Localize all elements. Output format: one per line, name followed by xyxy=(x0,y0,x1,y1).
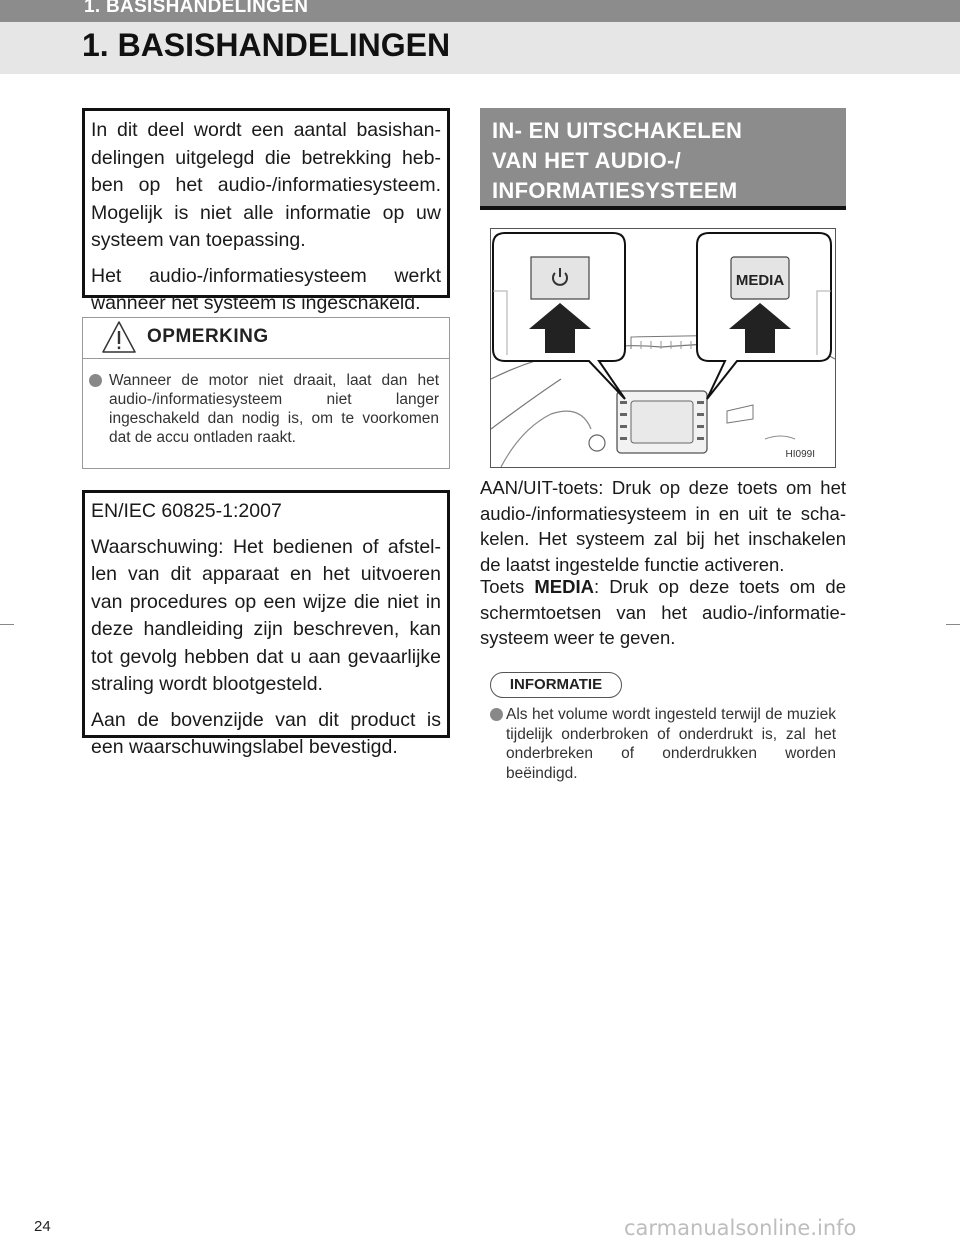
title-band xyxy=(0,22,960,74)
note-title: OPMERKING xyxy=(147,326,269,347)
page-title: 1. BASISHANDELINGEN xyxy=(82,27,451,63)
crop-mark-left xyxy=(0,624,14,625)
section-heading-line-1: IN- EN UITSCHAKELEN xyxy=(492,118,743,143)
info-body xyxy=(490,705,836,783)
body-paragraph-1 xyxy=(480,475,846,577)
note-box xyxy=(82,317,450,469)
running-head: 1. BASISHANDELINGEN xyxy=(84,0,309,17)
warning-triangle-icon xyxy=(101,320,137,354)
laser-warning-box xyxy=(82,490,450,758)
section-heading-line-3: INFORMATIESYSTEEM xyxy=(492,178,738,203)
media-key-prefix: Toets xyxy=(480,576,535,597)
page-number: 24 xyxy=(34,1218,51,1235)
dashboard-illustration xyxy=(491,229,835,467)
figure-code: HI099I xyxy=(785,449,815,460)
watermark: carmanualsonline.info xyxy=(624,1216,857,1240)
note-text: Wanneer de motor niet draait, laat dan het audio-/informatiesysteem niet langer ingeschakeld dan nodig is, om te voorkomen dat de accu ontladen raakt. xyxy=(109,372,439,446)
note-body xyxy=(83,359,449,447)
dashboard-figure xyxy=(490,228,836,468)
bullet-icon xyxy=(490,708,503,721)
media-button-label: MEDIA xyxy=(735,272,785,289)
intro-box xyxy=(82,108,450,314)
intro-paragraph-1: In dit deel wordt een aantal basishandelingen uitgelegd die betrekking hebben op het audio-/informatiesysteem. Mogelijk is niet alle informatie op uw systeem van toepassing. xyxy=(91,119,441,251)
warning-paragraph-1: Waarschuwing: Het bedienen of afstellen van dit apparaat en het uitvoeren van procedures op een wijze die niet in deze handleiding zijn beschreven, kan tot gevolg hebben dat u aan gevaarlijke straling wordt blootgesteld. xyxy=(91,535,441,695)
media-key-description xyxy=(480,574,846,651)
running-head-band xyxy=(0,0,960,22)
bullet-icon xyxy=(89,374,102,387)
note-header xyxy=(83,318,449,359)
info-tag: INFORMATIE xyxy=(490,672,622,698)
media-key-name: MEDIA xyxy=(534,576,594,597)
warning-standard: EN/IEC 60825-1:2007 xyxy=(91,500,282,522)
warning-paragraph-2: Aan de bovenzijde van dit product is een waarschuwingslabel bevestigd. xyxy=(91,708,441,758)
section-heading xyxy=(480,108,846,210)
info-text: Als het volume wordt ingesteld terwijl de muziek tijdelijk onderbroken of onderdrukt is, zal het onderbreken of onderdrukken worden beëindigd. xyxy=(506,706,836,782)
power-key-description: AAN/UIT-toets: Druk op deze toets om het audio-/informatiesysteem in en uit te schakelen. Het systeem zal bij het inschakelen de laatst ingestelde functie activeren. xyxy=(480,477,846,575)
crop-mark-right xyxy=(946,624,960,625)
media-key-text: : Druk op deze toets om de schermtoetsen van het audio-/informatiesysteem weer te geven. xyxy=(480,576,846,648)
body-paragraph-2 xyxy=(480,574,846,651)
section-heading-line-2: VAN HET AUDIO-/ xyxy=(492,148,682,173)
intro-paragraph-2: Het audio-/informatiesysteem werkt wanneer het systeem is ingeschakeld. xyxy=(91,264,441,314)
